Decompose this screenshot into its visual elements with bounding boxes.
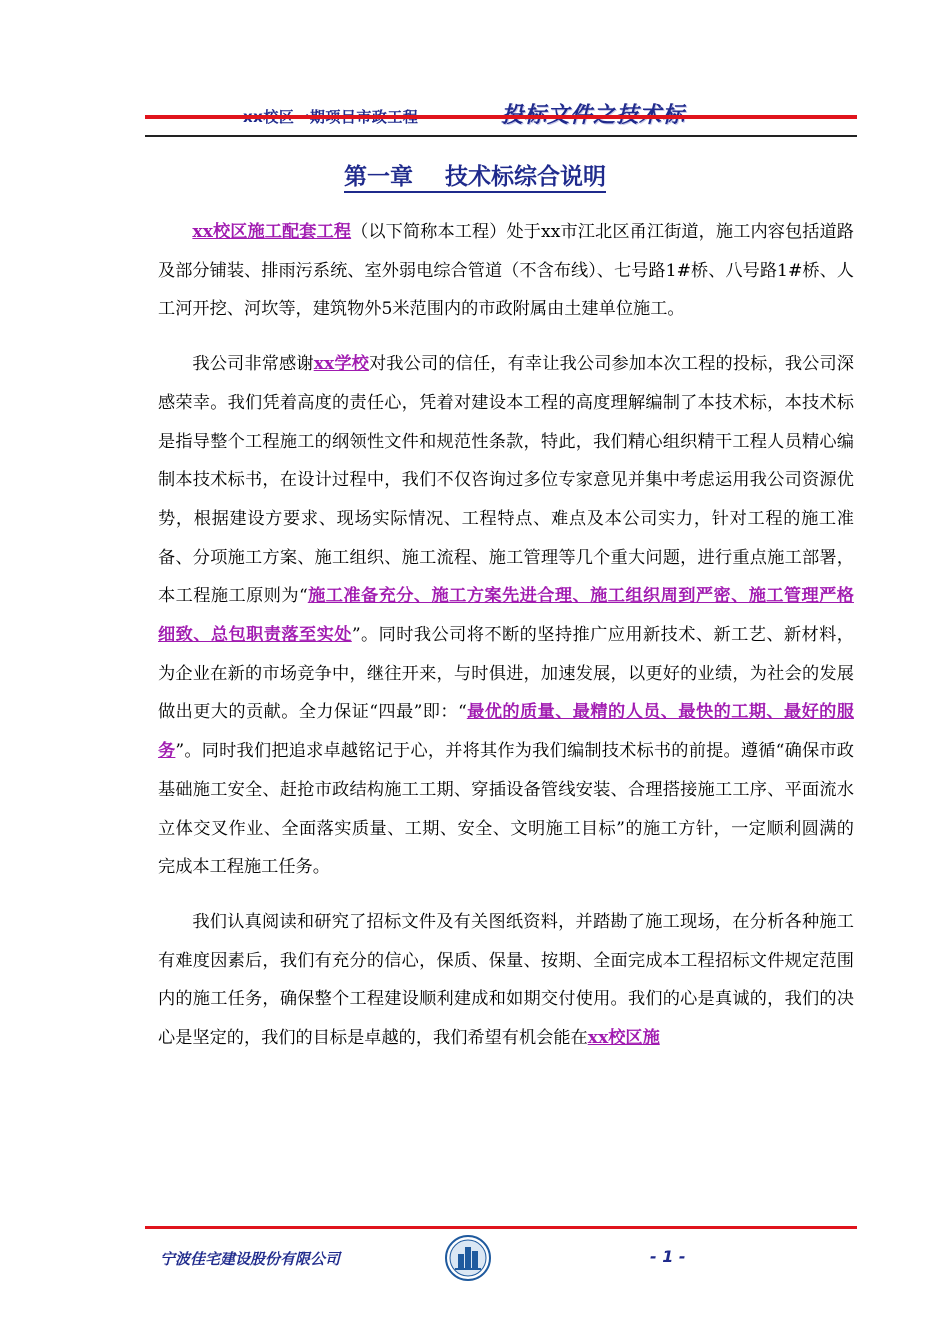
chapter-title-text: 第一章 技术标综合说明 [344,163,606,193]
highlighted-text: xx学校 [313,354,369,375]
header-doc-title [501,98,685,129]
body-content [158,213,854,1074]
paragraph-text: ”。同时我公司将不断的坚持推广应用新技术、新工艺、新材料，为企业在新的市场竞争中，继往开来，与时俱进，加速发展，以更好的业绩，为社会的发展做出更大的贡献。全力保证“四最”即：“ [158,625,854,723]
paragraph-text: ”。同时我们把追求卓越铭记于心，并将其作为我们编制技术标书的前提。遵循“确保市政基础施工安全、赶抢市政结构施工工期、穿插设备管线安装、合理搭接施工工序、平面流水立体交叉作业、全面落实质量、工期、安全、文明施工目标”的施工方针，一定顺利圆满的完成本工程施工任务。 [158,741,854,878]
page-number: - 1 - [650,1247,686,1266]
body-paragraph [158,213,854,329]
highlighted-text: xx校区施 [587,1028,660,1049]
highlighted-text: 施工准备充分、施工方案先进合理、施工组织周到严密、施工管理严格细致、总包职责落至实处 [158,586,854,646]
building-logo-icon [444,1234,492,1282]
body-paragraph [158,345,854,887]
highlighted-text: xx校区施工配套工程 [192,222,352,242]
footer-company-name: 宁波佳宅建设股份有限公司 [160,1250,341,1268]
paragraph-text: （以下简称本工程）处于xx市江北区甬江街道，施工内容包括道路及部分铺装、排雨污系统、室外弱电综合管道（不含布线）、七号路1#桥、八号路1#桥、人工河开挖、河坎等，建筑物外5米范围内的市政附属由土建单位施工。 [158,222,854,320]
header-dark-rule [145,135,857,137]
chapter-title [0,158,950,191]
header-red-rule [145,115,857,119]
highlighted-text: 最优的质量、最精的人员、最快的工期、最好的服务 [158,702,854,762]
body-paragraph [158,903,854,1058]
paragraph-text: 对我公司的信任，有幸让我公司参加本次工程的投标，我公司深感荣幸。我们凭着高度的责任心，凭着对建设本工程的高度理解编制了本技术标，本技术标是指导整个工程施工的纲领性文件和规范性条款，特此，我们精心组织精干工程人员精心编制本技术标书，在设计过程中，我们不仅咨询过多位专家意见并集中考虑运用我公司资源优势，根据建设方要求、现场实际情况、工程特点、难点及本公司实力，针对工程的施工准备、分项施工方案、施工组织、施工流程、施工管理等几个重大问题，进行重点施工部署，本工程施工原则为“ [158,354,854,607]
paragraph-text: 我公司非常感谢 [192,354,314,375]
footer-red-rule [145,1226,857,1229]
page-header [145,100,857,140]
paragraph-text: 我们认真阅读和研究了招标文件及有关图纸资料，并踏勘了施工现场，在分析各种施工有难度因素后，我们有充分的信心，保质、保量、按期、全面完成本工程招标文件规定范围内的施工任务，确保整个工程建设顺利建成和如期交付使用。我们的心是真诚的，我们的决心是坚定的，我们的目标是卓越的，我们希望有机会能在 [158,911,854,1049]
